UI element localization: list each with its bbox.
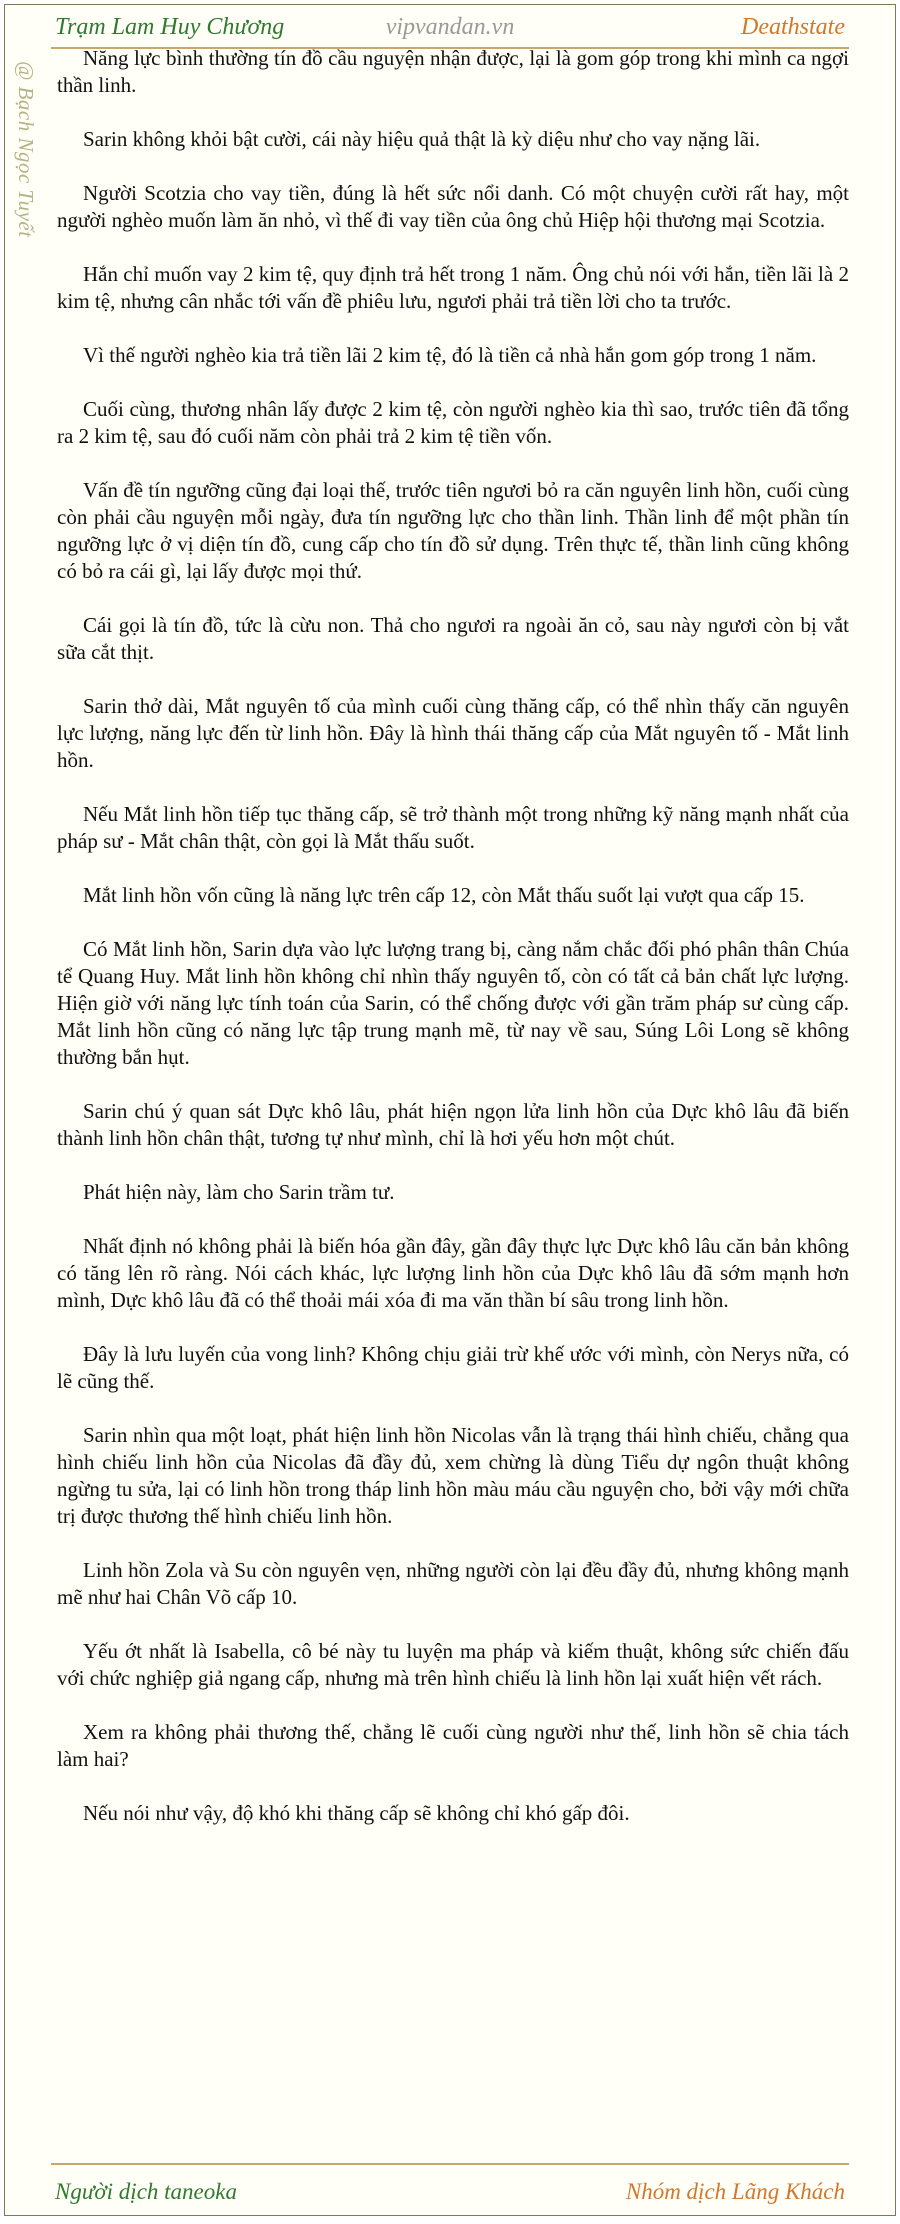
paragraph: Vấn đề tín ngưỡng cũng đại loại thế, trước tiên ngươi bỏ ra căn nguyên linh hồn, cuối cùng còn phải cầu nguyện mỗi ngày, đưa tín ngưỡng lực cho thần linh. Thần linh để một phần tín ngưỡng lực ở vị diện tín đồ, cung cấp cho tín đồ sử dụng. Trên thực tế, thần linh cũng không có bỏ ra cái gì, lại lấy được mọi thứ. (57, 478, 849, 583)
paragraph: Năng lực bình thường tín đồ cầu nguyện nhận được, lại là gom góp trong khi mình ca ngợi thần linh. (57, 46, 849, 97)
side-watermark: @ Bạch Ngọc Tuyết (14, 61, 38, 238)
chapter-text (57, 45, 849, 1854)
paragraph: Có Mắt linh hồn, Sarin dựa vào lực lượng trang bị, càng nắm chắc đối phó phân thân Chúa tể Quang Huy. Mắt linh hồn không chỉ nhìn thấy nguyên tố, còn có tất cả bản chất lực lượng. Hiện giờ với năng lực tính toán của Sarin, có thể chống được với gần trăm pháp sư cùng cấp. Mắt linh hồn cũng có năng lực tập trung mạnh mẽ, từ nay về sau, Súng Lôi Long sẽ không thường bắn hụt. (57, 937, 849, 1069)
paragraph: Nếu nói như vậy, độ khó khi thăng cấp sẽ không chỉ khó gấp đôi. (83, 1801, 630, 1825)
footer-group: Nhóm dịch Lãng Khách (625, 2179, 845, 2204)
paragraph: Sarin thở dài, Mắt nguyên tố của mình cuối cùng thăng cấp, có thể nhìn thấy căn nguyên lực lượng, năng lực đến từ linh hồn. Đây là hình thái thăng cấp của Mắt nguyên tố - Mắt linh hồn. (57, 694, 849, 772)
paragraph: Sarin nhìn qua một loạt, phát hiện linh hồn Nicolas vẫn là trạng thái hình chiếu, chẳng qua hình chiếu linh hồn của Nicolas đã đầy đủ, xem chừng là dùng Tiểu dự ngôn thuật không ngừng tu sửa, lại có linh hồn trong tháp linh hồn màu máu cầu nguyện cho, bởi vậy mới chữa trị được thương thế hình chiếu linh hồn. (57, 1423, 849, 1528)
paragraph: Phát hiện này, làm cho Sarin trầm tư. (83, 1180, 395, 1204)
paragraph: Linh hồn Zola và Su còn nguyên vẹn, những người còn lại đều đầy đủ, nhưng không mạnh mẽ như hai Chân Võ cấp 10. (57, 1558, 849, 1609)
paragraph: Cuối cùng, thương nhân lấy được 2 kim tệ, còn người nghèo kia thì sao, trước tiên đã tổng ra 2 kim tệ, sau đó cuối năm còn phải trả 2 kim tệ tiền vốn. (57, 397, 849, 448)
paragraph: Đây là lưu luyến của vong linh? Không chịu giải trừ khế ước với mình, còn Nerys nữa, có lẽ cũng thế. (57, 1342, 849, 1393)
paragraph: Sarin chú ý quan sát Dực khô lâu, phát hiện ngọn lửa linh hồn của Dực khô lâu đã biến thành linh hồn chân thật, tương tự như mình, chỉ là hơi yếu hơn một chút. (57, 1099, 849, 1150)
footer-translator: Người dịch taneoka (55, 2179, 237, 2204)
paragraph: Nếu Mắt linh hồn tiếp tục thăng cấp, sẽ trở thành một trong những kỹ năng mạnh nhất của pháp sư - Mắt chân thật, còn gọi là Mắt thấu suốt. (57, 802, 849, 853)
paragraph: Mắt linh hồn vốn cũng là năng lực trên cấp 12, còn Mắt thấu suốt lại vượt qua cấp 15. (83, 883, 805, 907)
page (4, 4, 896, 2216)
paragraph: Cái gọi là tín đồ, tức là cừu non. Thả cho ngươi ra ngoài ăn cỏ, sau này ngươi còn bị vắt sữa cắt thịt. (57, 613, 849, 664)
header-url: vipvandan.vn (385, 14, 515, 40)
page-header (51, 5, 849, 49)
paragraph: Yếu ớt nhất là Isabella, cô bé này tu luyện ma pháp và kiếm thuật, không sức chiến đấu với chức nghiệp giả ngang cấp, nhưng mà trên hình chiếu là linh hồn lại xuất hiện vết rách. (57, 1639, 849, 1690)
paragraph: Sarin không khỏi bật cười, cái này hiệu quả thật là kỳ diệu như cho vay nặng lãi. (83, 127, 761, 151)
header-book-title: Deathstate (741, 14, 845, 40)
paragraph: Hắn chỉ muốn vay 2 kim tệ, quy định trả hết trong 1 năm. Ông chủ nói với hắn, tiền lãi là 2 kim tệ, nhưng cân nhắc tới vấn đề phiêu lưu, ngươi phải trả tiền lời cho ta trước. (57, 262, 849, 313)
paragraph: Người Scotzia cho vay tiền, đúng là hết sức nổi danh. Có một chuyện cười rất hay, một người nghèo muốn làm ăn nhỏ, vì thế đi vay tiền của ông chủ Hiệp hội thương mại Scotzia. (57, 181, 849, 232)
paragraph: Nhất định nó không phải là biến hóa gần đây, gần đây thực lực Dực khô lâu căn bản không có tăng lên rõ ràng. Nói cách khác, lực lượng linh hồn của Dực khô lâu đã sớm mạnh hơn mình, Dực khô lâu đã có thể thoải mái xóa đi ma văn thần bí sâu trong linh hồn. (57, 1234, 849, 1312)
header-site-name: Trạm Lam Huy Chương (55, 14, 285, 40)
paragraph: Xem ra không phải thương thế, chẳng lẽ cuối cùng người như thế, linh hồn sẽ chia tách làm hai? (57, 1720, 849, 1771)
page-footer (51, 2163, 849, 2215)
paragraph: Vì thế người nghèo kia trả tiền lãi 2 kim tệ, đó là tiền cả nhà hắn gom góp trong 1 năm. (83, 343, 817, 367)
